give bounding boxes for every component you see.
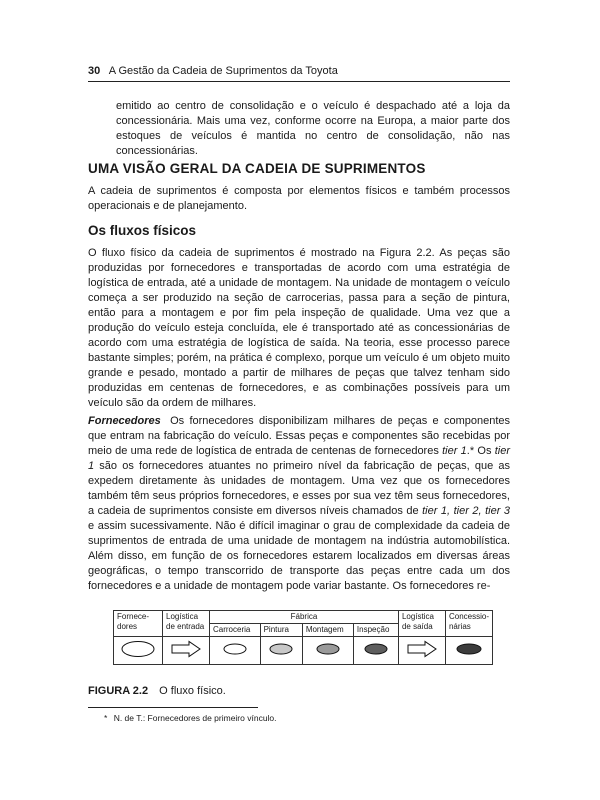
suppliers-paragraph	[88, 414, 510, 594]
cell-logistica-saida-shape	[398, 637, 445, 665]
footnote-mark: *	[104, 713, 108, 723]
cell-carroceria-shape	[210, 637, 261, 665]
header-carroceria: Carroceria	[210, 624, 261, 637]
dealer-ellipse-icon	[454, 642, 484, 656]
header-logistica-saida: Logística de saída	[398, 611, 445, 637]
paint-shop-ellipse-icon	[266, 642, 296, 656]
cell-fornecedores-shape	[114, 637, 163, 665]
header-fabrica: Fábrica	[210, 611, 399, 624]
section-paragraph: A cadeia de suprimentos é composta por elementos físicos e também processos operacionais e de planejamento.	[88, 185, 510, 212]
cell-pintura-shape	[260, 637, 302, 665]
suppliers-text-1: Os fornecedores disponibilizam milhares de peças e componentes que entram na fabricação do veículo. Essas peças e componentes são recebidas por meio de uma rede de logística de entrada de centenas de fornecedores	[88, 415, 510, 457]
inspection-ellipse-icon	[361, 642, 391, 656]
header-fornecedores: Fornece-dores	[114, 611, 163, 637]
assembly-ellipse-icon	[313, 642, 343, 656]
outbound-arrow-icon	[405, 640, 439, 658]
running-title: A Gestão da Cadeia de Suprimentos da Toyota	[108, 65, 338, 77]
cell-inspecao-shape	[353, 637, 398, 665]
inbound-arrow-icon	[169, 640, 203, 658]
tiers-term: tier 1, tier 2, tier 3	[422, 505, 510, 517]
suppliers-text-4: e assim sucessivamente. Não é difícil imaginar o grau de complexidade da cadeia de suprimentos de entrada de uma unidade de montagem na indústria automobilística. Além disso, em função de os fornecedores estarem localizados em diversas áreas geográficas, o tempo transcorrido de transporte das peças entre cada um dos fornecedores e a unidade de montagem pode variar bastante. Os fornecedores re-	[88, 520, 510, 592]
header-pintura: Pintura	[260, 624, 302, 637]
section-title: UMA VISÃO GERAL DA CADEIA DE SUPRIMENTOS	[88, 161, 426, 176]
header-montagem: Montagem	[302, 624, 353, 637]
physical-flow-figure	[113, 610, 493, 665]
intro-paragraph: emitido ao centro de consolidação e o veículo é despachado até a loja da concessionária. Mais uma vez, conforme ocorre na Europa, a maior parte dos estoques de veículos é mantida no centro de consolidação, não nas concessionárias.	[116, 100, 510, 157]
header-logistica-entrada: Logística de entrada	[163, 611, 210, 637]
footnote	[104, 712, 277, 724]
figure-caption	[88, 684, 226, 698]
running-header	[88, 64, 510, 78]
cell-concessionarias-shape	[445, 637, 492, 665]
figure-caption-text: O fluxo físico.	[159, 685, 226, 697]
footnote-text: N. de T.: Fornecedores de primeiro vínculo.	[113, 713, 277, 723]
tier1-term-a: tier 1	[442, 445, 467, 457]
cell-logistica-entrada-shape	[163, 637, 210, 665]
physical-flow-paragraph: O fluxo físico da cadeia de suprimentos é mostrado na Figura 2.2. As peças são produzidas por fornecedores e transportadas de acordo com uma estratégia de logística de entrada, até a unidade de montagem. Na unidade de montagem o veículo começa a ser produzido na seção de carrocerias, passa para a seção de pintura, então para a montagem e por fim pela inspeção de qualidade. Uma vez que a produção do veículo esteja concluída, ele é transportado até as concessionárias de acordo com uma estratégia de logística de saída. Na teoria, esse processo parece bastante simples; porém, na prática é complexo, porque um veículo é um objeto muito grande e pesado, montado a partir de milhares de peças que talvez tenham sido produzidas em centenas de fornecedores, e as combinações possíveis para um veículo são da ordem de milhares.	[88, 247, 510, 409]
figure-label: FIGURA 2.2	[88, 685, 149, 697]
cell-montagem-shape	[302, 637, 353, 665]
suppliers-text-2: .* Os	[466, 445, 495, 457]
header-rule	[88, 81, 510, 82]
header-concessionarias: Concessio-nárias	[445, 611, 492, 637]
footnote-rule	[88, 707, 258, 708]
header-inspecao: Inspeção	[353, 624, 398, 637]
page-number: 30	[88, 65, 101, 77]
tier1-term-b: tier 1	[88, 445, 510, 472]
subsection-title: Os fluxos físicos	[88, 223, 197, 238]
body-shop-ellipse-icon	[220, 642, 250, 656]
suppliers-text-3: são os fornecedores atuantes no primeiro nível da fabricação de peças, que as expedem diretamente às unidades de montagem. Uma vez que os fornecedores também têm seus próprios fornecedores, e esses por sua vez têm seus fornecedores, a cadeia de suprimentos consiste em diversos níveis chamados de	[88, 460, 510, 517]
suppliers-lead: Fornecedores	[88, 415, 161, 427]
supplier-ellipse-icon	[120, 640, 156, 658]
